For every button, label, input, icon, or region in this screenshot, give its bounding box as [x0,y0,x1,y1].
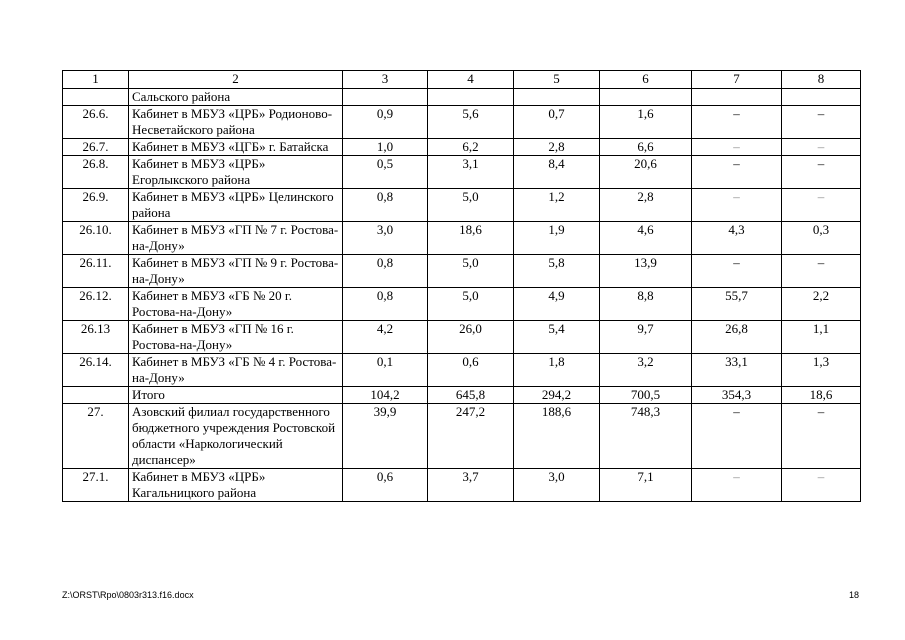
value-cell: – [692,139,782,156]
value-cell: 5,0 [428,255,514,288]
value-cell: 645,8 [428,387,514,404]
value-cell: 1,6 [600,106,692,139]
value-cell: 3,1 [428,156,514,189]
value-cell: – [782,189,861,222]
value-cell: 3,0 [343,222,428,255]
value-cell: 0,8 [343,189,428,222]
row-name-cell: Азовский филиал государственного бюджетного учреждения Ростовской области «Наркологический диспансер» [129,404,343,469]
value-cell: 4,2 [343,321,428,354]
table-row [63,89,861,106]
value-cell: 8,4 [514,156,600,189]
value-cell: 13,9 [600,255,692,288]
value-cell: – [692,469,782,502]
value-cell: 2,8 [600,189,692,222]
value-cell: 6,2 [428,139,514,156]
table-row [63,106,861,139]
value-cell: 8,8 [600,288,692,321]
value-cell: 0,8 [343,288,428,321]
footer-page-number: 18 [848,590,859,600]
row-name-cell: Итого [129,387,343,404]
value-cell: 9,7 [600,321,692,354]
table-row [63,139,861,156]
value-cell: 3,0 [514,469,600,502]
row-name-cell: Кабинет в МБУЗ «ГБ № 20 г. Ростова-на-Дону» [129,288,343,321]
row-number-cell: 26.12. [63,288,129,321]
row-name-cell: Кабинет в МБУЗ «ГП № 16 г. Ростова-на-Дону» [129,321,343,354]
value-cell: 33,1 [692,354,782,387]
value-cell: 4,6 [600,222,692,255]
value-cell: 5,0 [428,189,514,222]
value-cell: 1,3 [782,354,861,387]
value-cell: 748,3 [600,404,692,469]
value-cell: 0,5 [343,156,428,189]
value-cell: – [782,469,861,502]
value-cell: 188,6 [514,404,600,469]
value-cell: 55,7 [692,288,782,321]
table-row [63,404,861,469]
value-cell: 0,8 [343,255,428,288]
value-cell: 39,9 [343,404,428,469]
value-cell: – [692,156,782,189]
value-cell: 18,6 [782,387,861,404]
row-number-cell: 27. [63,404,129,469]
row-number-cell: 26.13 [63,321,129,354]
value-cell: 104,2 [343,387,428,404]
column-header: 4 [428,71,514,89]
row-name-cell: Сальского района [129,89,343,106]
row-name-cell: Кабинет в МБУЗ «ГП № 9 г. Ростова-на-Дону» [129,255,343,288]
row-number-cell: 26.10. [63,222,129,255]
value-cell: 0,7 [514,106,600,139]
column-header: 8 [782,71,861,89]
value-cell: 1,1 [782,321,861,354]
value-cell: 294,2 [514,387,600,404]
table-row [63,321,861,354]
value-cell: 5,0 [428,288,514,321]
row-name-cell: Кабинет в МБУЗ «ЦРБ» Целинского района [129,189,343,222]
value-cell: 26,0 [428,321,514,354]
value-cell: 1,2 [514,189,600,222]
value-cell [600,89,692,106]
row-name-cell: Кабинет в МБУЗ «ГП № 7 г. Ростова-на-Дону» [129,222,343,255]
row-number-cell: 26.9. [63,189,129,222]
row-number-cell: 27.1. [63,469,129,502]
data-table [62,70,861,502]
table-row [63,255,861,288]
value-cell: 26,8 [692,321,782,354]
table-row [63,189,861,222]
value-cell: 2,8 [514,139,600,156]
value-cell [692,89,782,106]
table-row [63,156,861,189]
row-name-cell: Кабинет в МБУЗ «ЦРБ» Кагальницкого района [129,469,343,502]
value-cell: 0,6 [343,469,428,502]
value-cell: 1,9 [514,222,600,255]
value-cell [782,89,861,106]
value-cell: 6,6 [600,139,692,156]
column-header: 5 [514,71,600,89]
value-cell: – [782,255,861,288]
row-name-cell: Кабинет в МБУЗ «ГБ № 4 г. Ростова-на-Дону» [129,354,343,387]
table-row [63,222,861,255]
value-cell: 1,0 [343,139,428,156]
value-cell: – [692,106,782,139]
value-cell: 18,6 [428,222,514,255]
value-cell: 3,7 [428,469,514,502]
row-number-cell: 26.8. [63,156,129,189]
table-header-row [63,71,861,89]
table-row [63,387,861,404]
column-header: 2 [129,71,343,89]
value-cell: – [782,139,861,156]
row-name-cell: Кабинет в МБУЗ «ЦРБ» Родионово-Несветайского района [129,106,343,139]
row-number-cell [63,387,129,404]
value-cell: 0,3 [782,222,861,255]
row-number-cell: 26.11. [63,255,129,288]
value-cell: 20,6 [600,156,692,189]
value-cell: – [782,156,861,189]
value-cell: 3,2 [600,354,692,387]
value-cell: 5,4 [514,321,600,354]
row-number-cell: 26.6. [63,106,129,139]
value-cell: 5,6 [428,106,514,139]
value-cell: 4,3 [692,222,782,255]
column-header: 3 [343,71,428,89]
column-header: 6 [600,71,692,89]
table-row [63,288,861,321]
column-header: 1 [63,71,129,89]
value-cell: 4,9 [514,288,600,321]
value-cell: – [692,404,782,469]
value-cell: 7,1 [600,469,692,502]
table-row [63,469,861,502]
value-cell: 0,6 [428,354,514,387]
value-cell: 0,9 [343,106,428,139]
value-cell: 700,5 [600,387,692,404]
value-cell [428,89,514,106]
value-cell: 247,2 [428,404,514,469]
table-row [63,354,861,387]
value-cell: 354,3 [692,387,782,404]
value-cell [514,89,600,106]
value-cell: 0,1 [343,354,428,387]
row-number-cell: 26.14. [63,354,129,387]
value-cell: – [782,106,861,139]
value-cell: 5,8 [514,255,600,288]
value-cell: – [782,404,861,469]
value-cell: – [692,189,782,222]
row-number-cell [63,89,129,106]
value-cell: 1,8 [514,354,600,387]
column-header: 7 [692,71,782,89]
value-cell: 2,2 [782,288,861,321]
row-name-cell: Кабинет в МБУЗ «ЦРБ» Егорлыкского района [129,156,343,189]
row-number-cell: 26.7. [63,139,129,156]
row-name-cell: Кабинет в МБУЗ «ЦГБ» г. Батайска [129,139,343,156]
footer-file-path: Z:\ORST\Rpo\0803r313.f16.docx [62,590,194,600]
value-cell [343,89,428,106]
value-cell: – [692,255,782,288]
